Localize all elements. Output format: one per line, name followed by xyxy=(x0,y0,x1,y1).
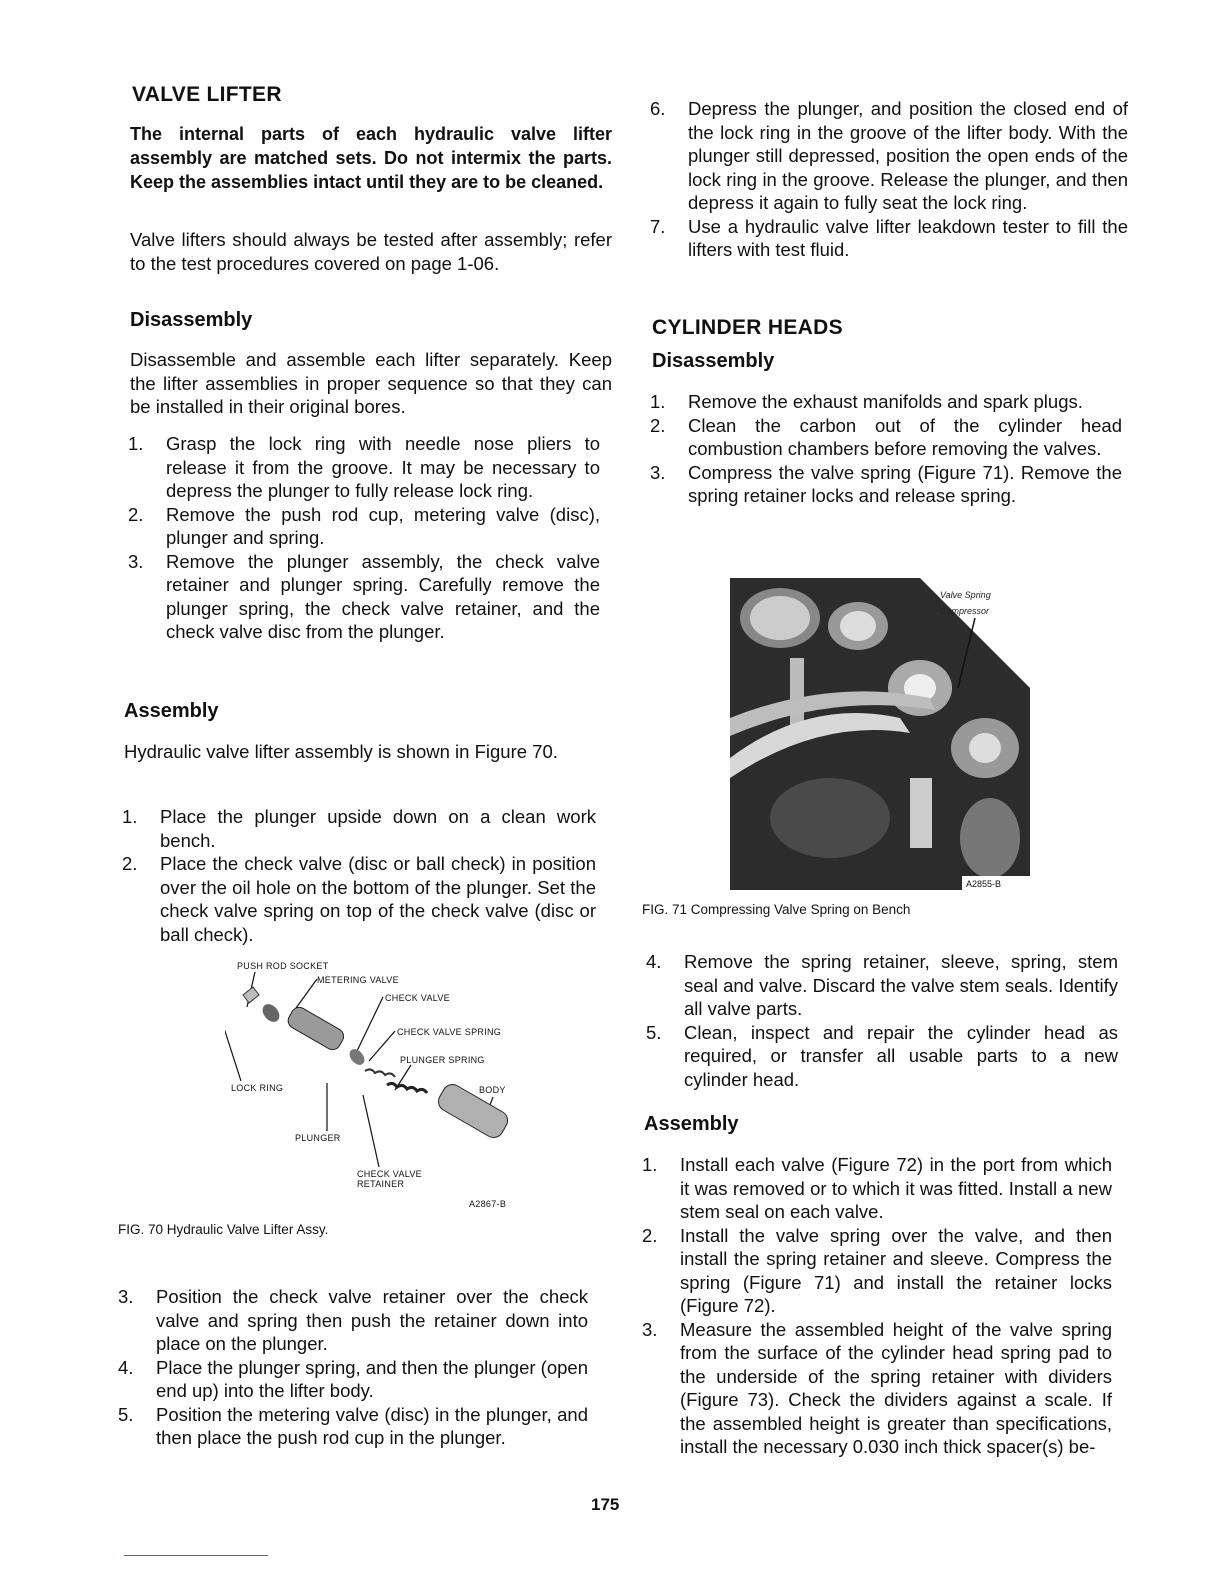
fig70-lifter-diagram xyxy=(225,955,525,1215)
assembly-steps-b xyxy=(118,1285,588,1450)
label-check-valve-spring: CHECK VALVE SPRING xyxy=(397,1027,502,1037)
assembly-intro: Hydraulic valve lifter assembly is shown in Figure 70. xyxy=(124,741,558,762)
list-item: 5. Position the metering valve (disc) in the plunger, and then place the push rod cup in the plunger. xyxy=(118,1403,588,1448)
list-item: 5. Clean, inspect and repair the cylinder head as required, or transfer all usable parts to a new cylinder head. xyxy=(646,1021,1118,1090)
warning-note: The internal parts of each hydraulic valve lifter assembly are matched sets. Do not intermix the parts. Keep the assemblies intact until they are to be cleaned. xyxy=(130,124,612,192)
cyl-disassembly-heading: Disassembly xyxy=(652,350,775,372)
list-item: 2. Place the check valve (disc or ball check) in position over the oil hole on the bottom of the plunger. Set the check valve spring on top of the check valve (disc or ball check). xyxy=(122,853,596,945)
assembly-heading: Assembly xyxy=(124,700,219,722)
intro-paragraph: Valve lifters should always be tested after assembly; refer to the test procedures covered on page 1-06. xyxy=(130,229,612,274)
list-item: 3. Position the check valve retainer over the check valve and spring then push the retainer down into place on the plunger. xyxy=(118,1286,588,1354)
fig70-caption: FIG. 70 Hydraulic Valve Lifter Assy. xyxy=(118,1222,329,1237)
assembly-steps-a xyxy=(122,805,596,946)
label-metering-valve: METERING VALVE xyxy=(317,975,399,985)
fig71-caption: FIG. 71 Compressing Valve Spring on Bench xyxy=(642,902,911,917)
disassembly-heading: Disassembly xyxy=(130,309,253,331)
list-item: 1. Place the plunger upside down on a clean work bench. xyxy=(122,806,596,851)
label-body: BODY xyxy=(479,1085,506,1095)
fig71-valve-spring-photo xyxy=(730,578,1030,890)
disassembly-intro: Disassemble and assemble each lifter separately. Keep the lifter assemblies in proper sequence so that they can be installed in their original bores. xyxy=(130,349,612,417)
list-item: 7. Use a hydraulic valve lifter leakdown tester to fill the lifters with test fluid. xyxy=(650,215,1128,260)
list-item: 6. Depress the plunger, and position the closed end of the lock ring in the groove of the lifter body. With the plunger still depressed, position the open ends of the lock ring in the groove. Release the plunger, and then depress it again to fully seat the lock ring. xyxy=(650,98,1128,213)
list-item: 1. Grasp the lock ring with needle nose pliers to release it from the groove. It may be necessary to depress the plunger to fully release lock ring. xyxy=(128,433,600,501)
label-check-valve: CHECK VALVE xyxy=(385,993,450,1003)
leader-lines xyxy=(225,972,493,1167)
fig71-label-valve-spring: Valve Spring xyxy=(940,590,991,600)
label-plunger: PLUNGER xyxy=(295,1133,341,1143)
list-item: 4. Place the plunger spring, and then the plunger (open end up) into the lifter body. xyxy=(118,1356,588,1401)
page-number: 175 xyxy=(591,1495,620,1514)
list-item: 3. Compress the valve spring (Figure 71). Remove the spring retainer locks and release spring. xyxy=(650,461,1122,506)
label-lock-ring: LOCK RING xyxy=(231,1083,284,1093)
list-item: 1. Install each valve (Figure 72) in the port from which it was removed or to which it was fitted. Install a new stem seal on each valve. xyxy=(642,1154,1112,1222)
list-item: 2. Remove the push rod cup, metering valve (disc), plunger and spring. xyxy=(128,503,600,548)
list-item: 2. Clean the carbon out of the cylinder head combustion chambers before removing the valves. xyxy=(650,414,1122,459)
cyl-assembly-heading: Assembly xyxy=(644,1113,739,1135)
footer-divider xyxy=(124,1555,268,1556)
disassembly-steps xyxy=(128,432,600,644)
section-title-cylinder-heads: CYLINDER HEADS xyxy=(652,316,843,339)
fig71-code: A2855-B xyxy=(966,879,1002,889)
label-plunger-spring: PLUNGER SPRING xyxy=(400,1055,485,1065)
label-figure-code: A2867-B xyxy=(469,1199,507,1209)
label-push-rod-socket: PUSH ROD SOCKET xyxy=(237,961,329,971)
lifter-assembly-steps-continued xyxy=(650,97,1128,262)
list-item: 3. Measure the assembled height of the valve spring from the surface of the cylinder head spring pad to the underside of the spring retainer with dividers (Figure 73). Check the dividers against a scale. If the assembled height is greater than specifications, install the necessary 0.030 inch thick spacer(s) be- xyxy=(642,1318,1112,1457)
section-title-valve-lifter: VALVE LIFTER xyxy=(132,83,282,106)
label-check-valve-retainer-2: RETAINER xyxy=(357,1179,405,1189)
list-item: 2. Install the valve spring over the valve, and then install the spring retainer and sleeve. Compress the spring (Figure 71) and install the retainer locks (Figure 72). xyxy=(642,1224,1112,1316)
list-item: 1. Remove the exhaust manifolds and spark plugs. xyxy=(650,391,1083,412)
label-check-valve-retainer-1: CHECK VALVE xyxy=(357,1169,422,1179)
list-item: 3. Remove the plunger assembly, the check valve retainer and plunger spring. Carefully remove the plunger spring, the check valve retainer, and the check valve disc from the plunger. xyxy=(128,550,600,642)
cyl-disassembly-steps xyxy=(650,390,1122,508)
cyl-disassembly-steps-b xyxy=(646,950,1118,1091)
list-item: 4. Remove the spring retainer, sleeve, spring, stem seal and valve. Discard the valve stem seals. Identify all valve parts. xyxy=(646,951,1118,1019)
fig71-label-compressor: Compressor xyxy=(940,606,990,616)
cyl-assembly-steps xyxy=(642,1153,1112,1459)
